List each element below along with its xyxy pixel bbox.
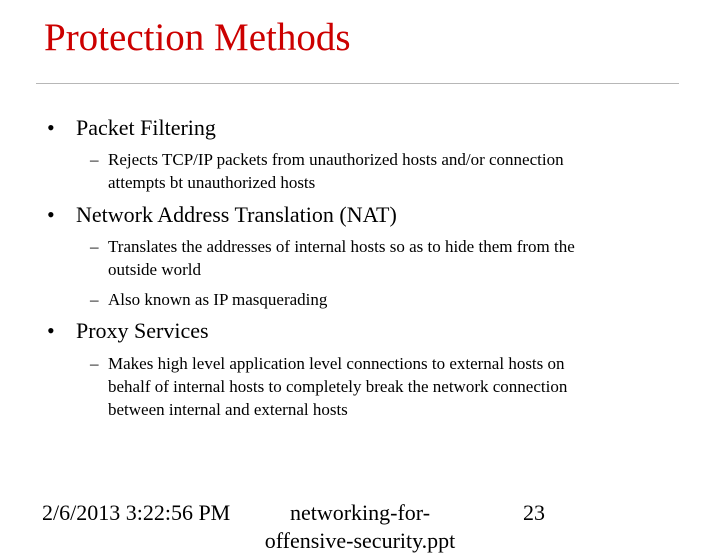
bullet-item-proxy-services [0,317,720,345]
sub-marker: – [90,150,99,169]
sub-item-line: behalf of internal hosts to completely break the network connection [108,377,568,396]
sub-item-text [108,352,668,421]
sub-item-line: Rejects TCP/IP packets from unauthorized hosts and/or connection [108,150,564,169]
sub-item-line: outside world [108,260,202,279]
bullet-marker: • [47,318,55,343]
sub-marker: – [90,354,99,373]
footer-filename-line: offensive-security.ppt [264,528,456,553]
footer-page-number: 23 [523,500,545,525]
bullet-marker: • [47,202,55,227]
bullet-label: Network Address Translation (NAT) [76,202,397,227]
footer-filename [254,499,466,555]
bullet-marker: • [47,115,55,140]
sub-item-text [108,235,668,281]
sub-marker: – [90,237,99,256]
sub-item-text [108,288,668,311]
bullet-item-packet-filtering [0,114,720,142]
sub-item-line: Makes high level application level connections to external hosts on [108,354,565,373]
sub-item-line: attempts bt unauthorized hosts [108,173,316,192]
sub-item-line: Translates the addresses of internal hosts so as to hide them from the [108,237,575,256]
slide-title: Protection Methods [44,16,351,59]
sub-marker: – [90,290,99,309]
footer-date: 2/6/2013 3:22:56 PM [42,500,231,525]
bullet-item-nat [0,201,720,229]
sub-item-line: between internal and external hosts [108,400,348,419]
sub-item-text [108,148,668,194]
footer-filename-line: networking-for- [289,500,431,525]
sub-item-line: Also known as IP masquerading [108,290,328,309]
bullet-label: Packet Filtering [76,115,216,140]
bullet-label: Proxy Services [76,318,209,343]
